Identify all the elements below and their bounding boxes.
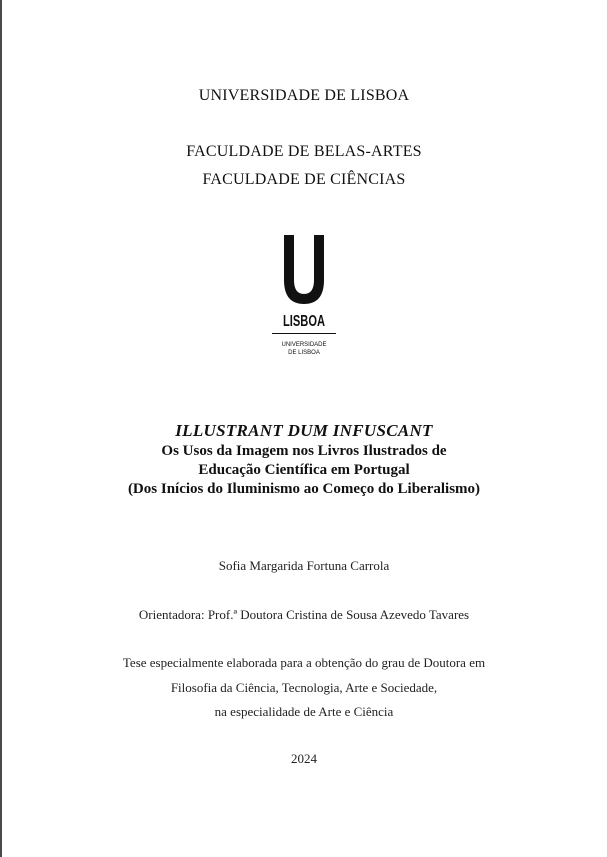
faculty-belas-artes: FACULDADE DE BELAS-ARTES [186,143,422,160]
logo-sub-line-1: UNIVERSIDADE [281,342,327,348]
purpose-line-3: na especialidade de Arte e Ciência [214,704,394,719]
logo-sub-line-2: DE LISBOA [288,350,320,356]
logo-divider [272,333,336,334]
author-name: Sofia Margarida Fortuna Carrola [218,558,390,573]
logo-wordmark: LISBOA [283,313,326,330]
faculty-ciencias: FACULDADE DE CIÊNCIAS [202,171,406,188]
thesis-title: ILLUSTRANT DUM INFUSCANT [175,421,433,440]
thesis-subtitle-line-3: (Dos Inícios do Iluminismo ao Começo do Liberalismo) [127,481,481,497]
year: 2024 [291,751,317,766]
university-logo [270,232,338,362]
thesis-subtitle-line-2: Educação Científica em Portugal [198,462,410,478]
thesis-subtitle-line-1: Os Usos da Imagem nos Livros Ilustrados de [161,443,447,459]
logo-u-mark [284,235,324,304]
advisor: Orientadora: Prof.ª Doutora Cristina de Sousa Azevedo Tavares [138,607,470,622]
purpose-line-1: Tese especialmente elaborada para a obtenção do grau de Doutora em [122,655,486,670]
purpose-line-2: Filosofia da Ciência, Tecnologia, Arte e Sociedade, [170,680,438,695]
university-name: UNIVERSIDADE DE LISBOA [198,87,410,104]
